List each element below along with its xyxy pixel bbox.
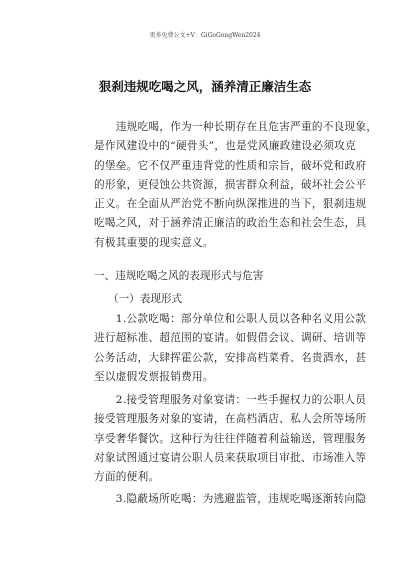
header-note: 更多免费公文+V：GiGoGongWen2024	[149, 32, 261, 39]
item-3-line: 3.隐蔽场所吃喝：为逃避监管，违规吃喝逐渐转向隐	[94, 493, 367, 505]
subsection-heading: （一）表现形式	[108, 293, 183, 305]
intro-line: 有极其重要的现实意义。	[94, 236, 214, 249]
item-2-line: 对象试图通过宴请公职人员来获取项目审批、市场准入等	[94, 451, 367, 464]
intro-paragraph	[94, 118, 378, 253]
item-2-line: 接受管理服务对象的宴请，在高档酒店、私人会所等场所	[94, 413, 367, 426]
intro-line: 的形象，更侵蚀公共资源，损害群众利益，破坏社会公平	[94, 178, 367, 191]
intro-line: 违规吃喝，作为一种长期存在且危害严重的不良现象，	[94, 121, 378, 133]
document-title: 狠刹违规吃喝之风，涵养清正廉洁生态	[98, 79, 312, 94]
item-2-paragraph	[94, 391, 367, 487]
intro-line: 是作风建设中的“硬骨头”，也是党风廉政建设必须攻克	[94, 140, 356, 153]
item-1-line: 1.公款吃喝：部分单位和公职人员以各种名义用公款	[94, 313, 367, 325]
item-1-paragraph	[94, 310, 367, 387]
item-1-line: 至以虚假发票报销费用。	[94, 370, 214, 383]
item-1-line: 公务活动，大肆挥霍公款，安排高档菜肴、名贵酒水，甚	[94, 351, 367, 364]
section-heading: 一、违规吃喝之风的表现形式与危害	[94, 270, 264, 282]
item-1-line: 进行超标准、超范围的宴请。如假借会议、调研、培训等	[94, 332, 367, 345]
intro-line: 吃喝之风，对于涵养清正廉洁的政治生态和社会生态，具	[94, 217, 367, 230]
item-2-line: 享受奢华餐饮。这种行为往往伴随着利益输送，管理服务	[94, 432, 367, 445]
intro-line: 的堡垒。它不仅严重违背党的性质和宗旨，破坏党和政府	[94, 159, 367, 172]
item-2-line: 2.接受管理服务对象宴请：一些手握权力的公职人员	[94, 394, 367, 406]
item-3-paragraph	[94, 490, 367, 509]
intro-line: 正义。在全面从严治党不断向纵深推进的当下，狠刹违规	[94, 198, 367, 211]
item-2-line: 方面的便利。	[94, 471, 160, 484]
